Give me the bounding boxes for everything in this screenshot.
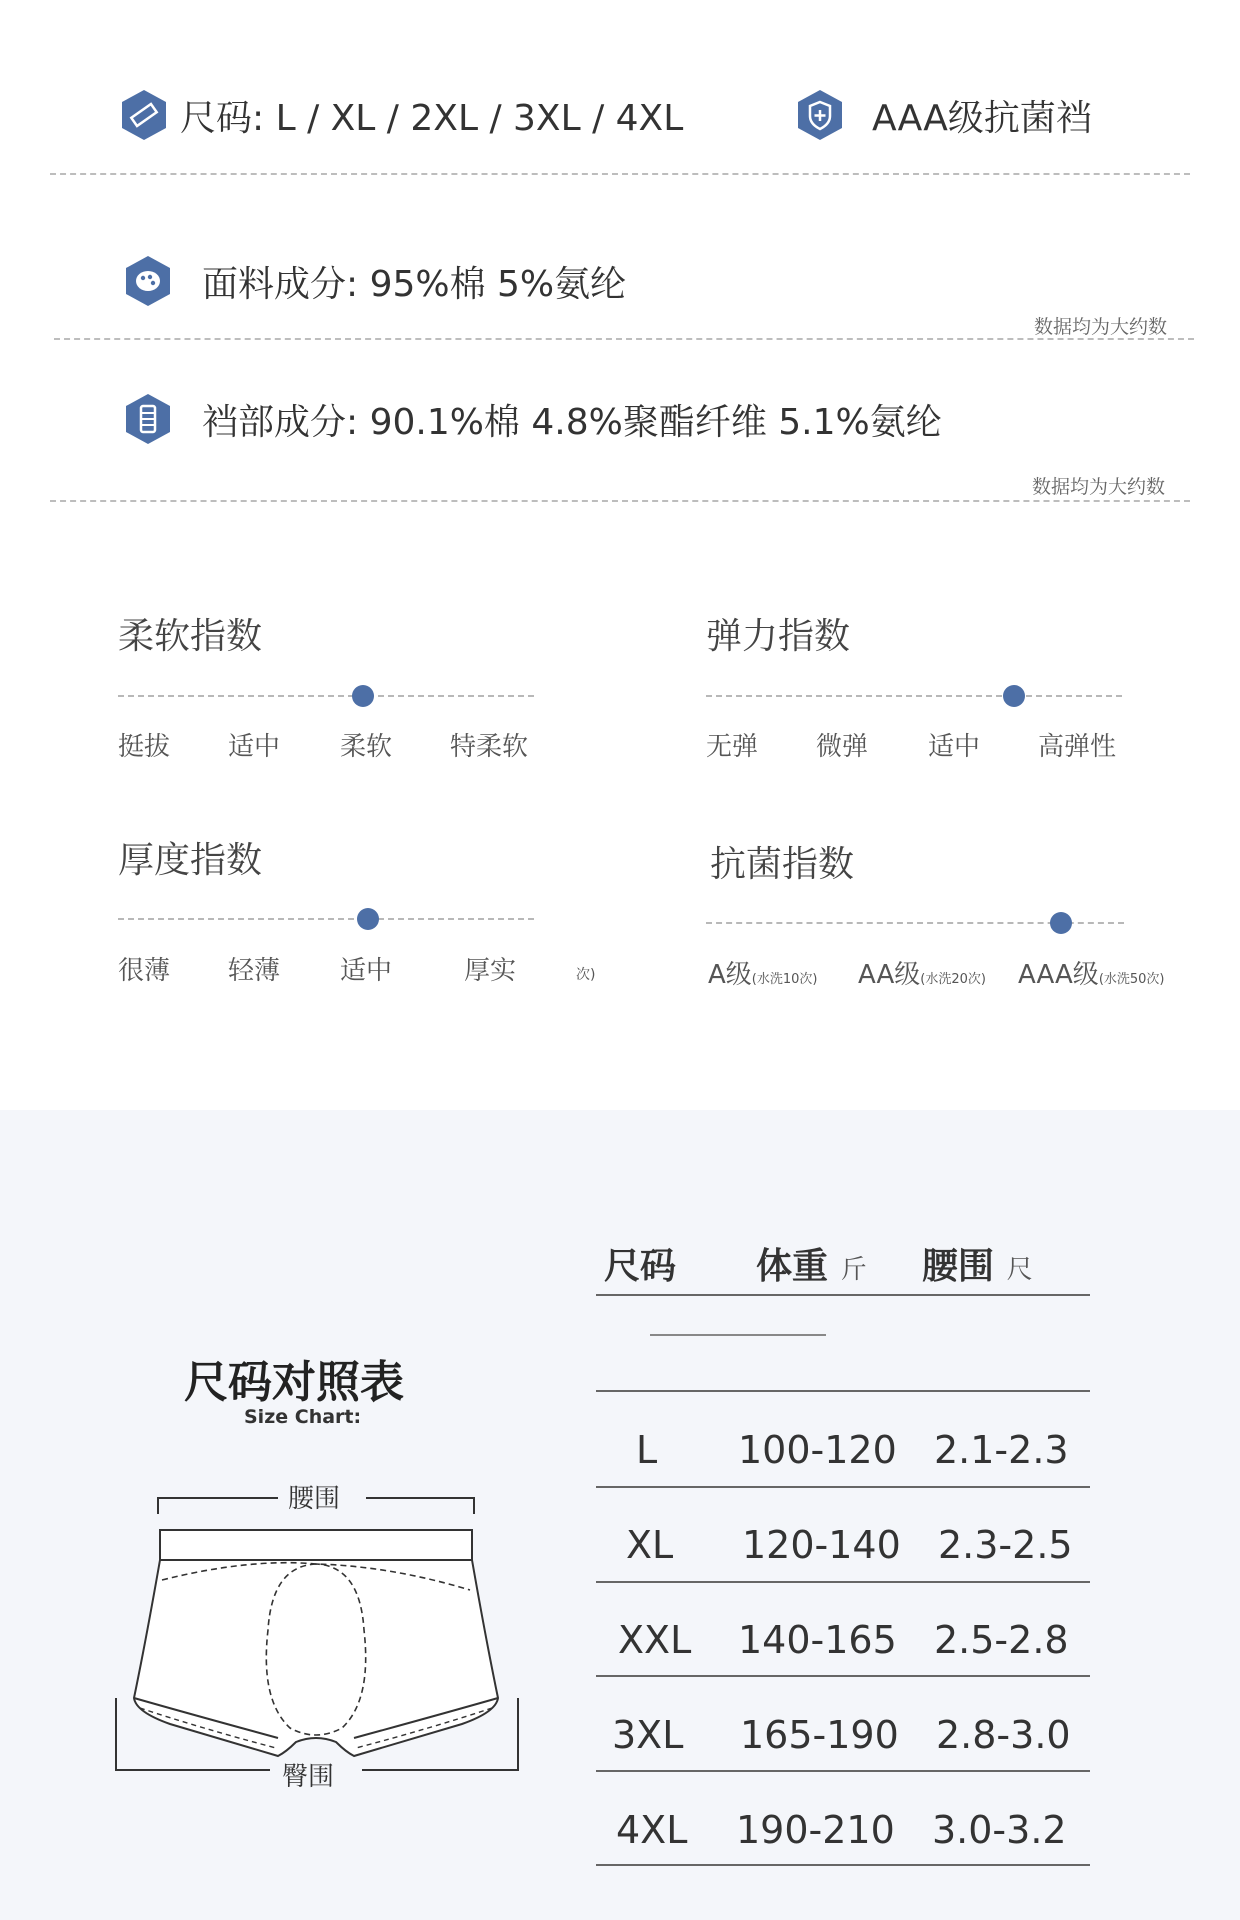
size-cell: XL bbox=[626, 1523, 674, 1567]
fabric-spec: 面料成分: 95%棉 5%氨纶 bbox=[202, 264, 627, 305]
elasticity-label: 高弹性 bbox=[1038, 732, 1117, 762]
weight-cell: 100-120 bbox=[738, 1428, 897, 1472]
thickness-label: 适中 bbox=[340, 956, 393, 986]
shield-icon bbox=[796, 88, 844, 142]
underwear-diagram bbox=[110, 1480, 530, 1780]
elasticity-index-title: 弹力指数 bbox=[706, 616, 851, 657]
thickness-scale-line bbox=[118, 918, 534, 920]
antibacterial-label: A级(水洗10次) bbox=[708, 960, 818, 990]
size-chart-subtitle: Size Chart: bbox=[244, 1406, 362, 1428]
weight-cell: 165-190 bbox=[740, 1713, 899, 1757]
waist-cell: 2.5-2.8 bbox=[934, 1618, 1069, 1662]
antibacterial-label: AA级(水洗20次) bbox=[858, 960, 986, 990]
hip-label: 臀围 bbox=[282, 1762, 335, 1792]
softness-label: 柔软 bbox=[340, 732, 393, 762]
ruler-icon bbox=[120, 88, 168, 142]
size-cell: L bbox=[636, 1428, 658, 1472]
column-header-waist: 腰围 尺 bbox=[922, 1246, 1033, 1287]
table-rule bbox=[596, 1581, 1090, 1583]
elasticity-scale-line bbox=[706, 695, 1122, 697]
divider bbox=[50, 500, 1190, 502]
softness-label: 特柔软 bbox=[450, 732, 529, 762]
table-rule bbox=[596, 1390, 1090, 1392]
waist-label: 腰围 bbox=[288, 1484, 341, 1514]
crotch-spec: 裆部成分: 90.1%棉 4.8%聚酯纤维 5.1%氨纶 bbox=[202, 402, 942, 443]
size-chart-title: 尺码对照表 bbox=[184, 1357, 404, 1408]
antibac-spec: AAA级抗菌裆 bbox=[872, 98, 1092, 139]
softness-label: 挺拔 bbox=[118, 732, 171, 762]
palette-icon bbox=[124, 254, 172, 308]
table-rule bbox=[596, 1770, 1090, 1772]
weight-cell: 190-210 bbox=[736, 1808, 895, 1852]
table-rule bbox=[650, 1334, 826, 1336]
table-rule bbox=[596, 1294, 1090, 1296]
waist-cell: 2.8-3.0 bbox=[936, 1713, 1071, 1757]
elasticity-level-marker bbox=[1003, 685, 1025, 707]
column-header-size: 尺码 bbox=[604, 1246, 677, 1287]
thickness-label: 厚实 bbox=[464, 956, 517, 986]
antibacterial-index-title: 抗菌指数 bbox=[710, 844, 855, 885]
approx-note: 数据均为大约数 bbox=[1032, 476, 1166, 498]
column-header-weight: 体重 斤 bbox=[756, 1246, 867, 1287]
size-cell: 3XL bbox=[612, 1713, 684, 1757]
size-spec: 尺码: L / XL / 2XL / 3XL / 4XL bbox=[180, 98, 684, 139]
elasticity-label: 适中 bbox=[928, 732, 981, 762]
divider bbox=[54, 338, 1194, 340]
weight-cell: 120-140 bbox=[742, 1523, 901, 1567]
size-cell: XXL bbox=[618, 1618, 692, 1662]
thread-spool-icon bbox=[124, 392, 172, 446]
stray-text: 次) bbox=[576, 967, 596, 983]
softness-label: 适中 bbox=[228, 732, 281, 762]
thickness-label: 轻薄 bbox=[228, 956, 281, 986]
elasticity-label: 微弹 bbox=[816, 732, 869, 762]
softness-scale-line bbox=[118, 695, 534, 697]
approx-note: 数据均为大约数 bbox=[1034, 316, 1168, 338]
thickness-level-marker bbox=[357, 908, 379, 930]
waist-cell: 3.0-3.2 bbox=[932, 1808, 1067, 1852]
thickness-index-title: 厚度指数 bbox=[118, 840, 263, 881]
softness-level-marker bbox=[352, 685, 374, 707]
size-cell: 4XL bbox=[616, 1808, 688, 1852]
table-rule bbox=[596, 1675, 1090, 1677]
table-rule bbox=[596, 1486, 1090, 1488]
antibacterial-label: AAA级(水洗50次) bbox=[1018, 960, 1165, 990]
thickness-label: 很薄 bbox=[118, 956, 171, 986]
softness-index-title: 柔软指数 bbox=[118, 616, 263, 657]
waist-cell: 2.3-2.5 bbox=[938, 1523, 1073, 1567]
table-rule bbox=[596, 1864, 1090, 1866]
waist-cell: 2.1-2.3 bbox=[934, 1428, 1069, 1472]
antibacterial-level-marker bbox=[1050, 912, 1072, 934]
divider bbox=[50, 173, 1190, 175]
elasticity-label: 无弹 bbox=[706, 732, 759, 762]
weight-cell: 140-165 bbox=[738, 1618, 897, 1662]
